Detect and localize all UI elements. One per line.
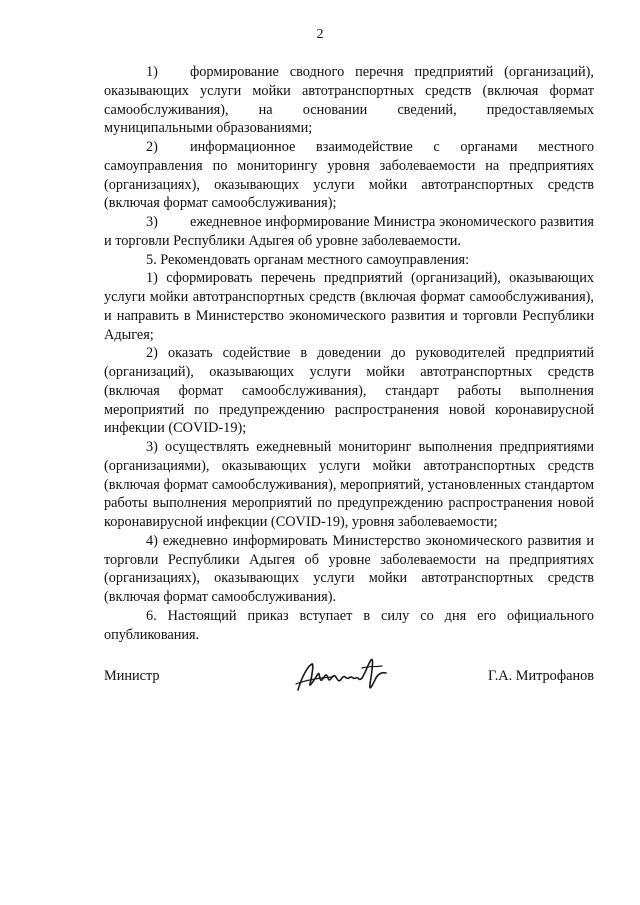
signer-title: Министр: [104, 668, 160, 684]
signature-block: [104, 668, 594, 708]
signer-name: Г.А. Митрофанов: [488, 668, 594, 684]
item-text: формирование сводного перечня предприятий (организаций), оказывающих услуги мойки автотранспортных средств (включая формат самообслуживания), на основании сведений, предоставляемых муниципальными образованиями;: [104, 64, 594, 137]
document-body: [104, 63, 594, 644]
section-5-item: 2) оказать содействие в доведении до руководителей предприятий (организаций), оказывающих услуги мойки автотранспортных средств (включая формат самообслуживания), стандарт работы выполнения мероприятий по предупреждению распространения новой коронавирусной инфекции (COVID-19);: [104, 345, 594, 437]
section-5-heading: 5. Рекомендовать органам местного самоуправления:: [146, 251, 470, 268]
item-text: информационное взаимодействие с органами местного самоуправления по мониторингу уровня заболеваемости на предприятиях (организациях), оказывающих услуги мойки автотранспортных средств (включая формат самообслуживания);: [104, 139, 594, 212]
page-number: 2: [316, 27, 324, 42]
section-5-item: 1) сформировать перечень предприятий (организаций), оказывающих услуги мойки автотранспортных средств (включая формат самообслуживания), и направить в Министерство экономического развития и торговли Республики Адыгея;: [104, 270, 594, 343]
item-text: ежедневное информирование Министра экономического развития и торговли Республики Адыгея об уровне заболеваемости.: [104, 214, 594, 249]
item-number: 3): [146, 214, 158, 230]
list-item: [104, 63, 594, 138]
section-6: 6. Настоящий приказ вступает в силу со дня его официального опубликования.: [104, 607, 594, 643]
handwritten-signature: [292, 654, 402, 698]
item-number: 2): [146, 139, 158, 155]
section-5-item: 3) осуществлять ежедневный мониторинг выполнения предприятиями (организациями), оказывающих услуги мойки автотранспортных средств (включая формат самообслуживания), мероприятий, установленных стандартом работы выполнения мероприятий по предупреждению распространения новой коронавирусной инфекции (COVID-19), уровня заболеваемости;: [104, 439, 594, 530]
list-item: [104, 138, 594, 213]
list-item: [104, 213, 594, 251]
item-number: 1): [146, 64, 158, 80]
section-5-item: 4) ежедневно информировать Министерство экономического развития и торговли Республики Адыгея об уровне заболеваемости на предприятиях (организациях), оказывающих услуги мойки автотранспортных средств (включая формат самообслуживания).: [104, 532, 594, 605]
